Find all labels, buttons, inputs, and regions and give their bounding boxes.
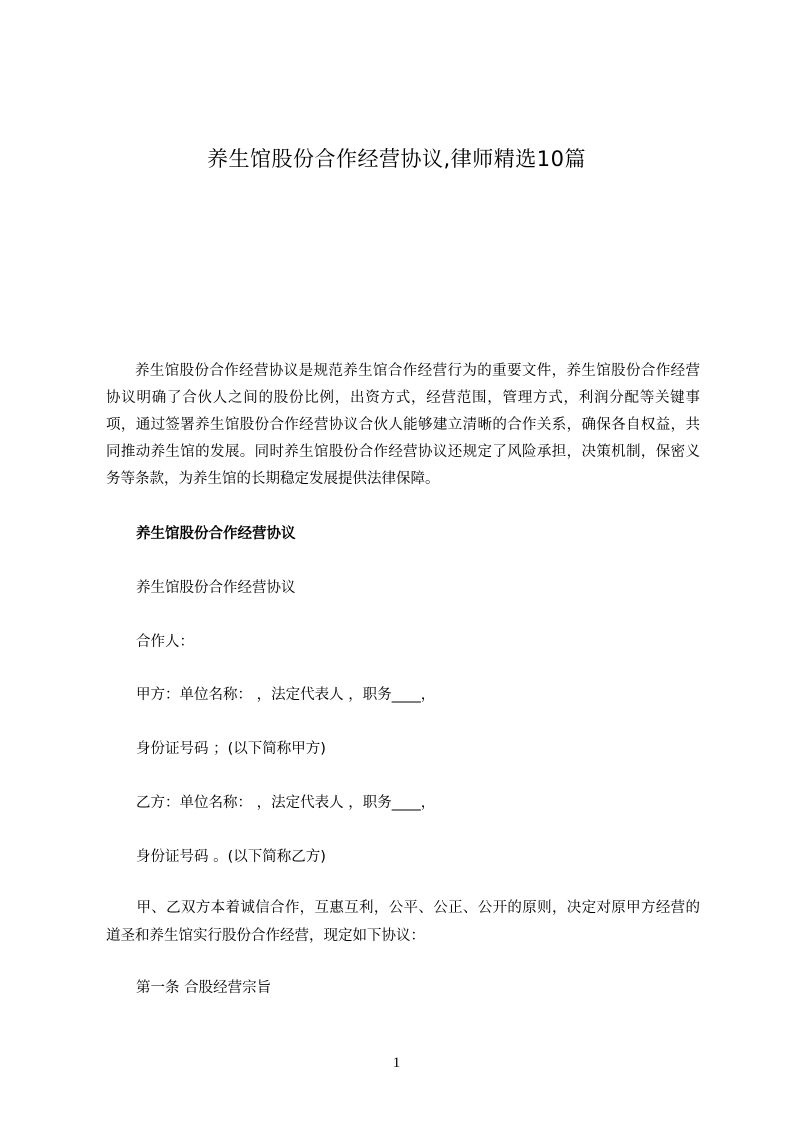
party-b-id-line: 身份证号码 。(以下简称乙方) xyxy=(136,849,326,865)
article-1-heading: 第一条 合股经营宗旨 xyxy=(136,980,272,996)
contract-title: 养生馆股份合作经营协议 xyxy=(136,580,296,596)
agreement-paragraph: 甲、乙双方本着诚信合作，互惠互利，公平、公正、公开的原则，决定对原甲方经营的道圣和养生馆实行股份合作经营，现定如下协议： xyxy=(106,900,700,944)
section-heading: 养生馆股份合作经营协议 xyxy=(136,526,296,542)
party-b-line: 乙方：单位名称： ，法定代表人 ，职务____， xyxy=(136,795,436,811)
party-a-id-line: 身份证号码 ；(以下简称甲方) xyxy=(136,741,326,757)
page-number: 1 xyxy=(392,1055,401,1071)
intro-paragraph: 养生馆股份合作经营协议是规范养生馆合作经营行为的重要文件，养生馆股份合作经营协议明确了合伙人之间的股份比例，出资方式，经营范围，管理方式，利润分配等关键事项，通过签署养生馆股份合作经营协议合伙人能够建立清晰的合作关系，确保各自权益，共同推动养生馆的发展。同时养生馆股份合作经营协议还规定了风险承担，决策机制，保密义务等条款，为养生馆的长期稳定发展提供法律保障。 xyxy=(106,363,700,487)
document-title: 养生馆股份合作经营协议,律师精选10篇 xyxy=(207,147,586,171)
partners-label: 合作人： xyxy=(136,634,194,650)
party-a-line: 甲方：单位名称： ，法定代表人 ，职务____， xyxy=(136,687,436,703)
